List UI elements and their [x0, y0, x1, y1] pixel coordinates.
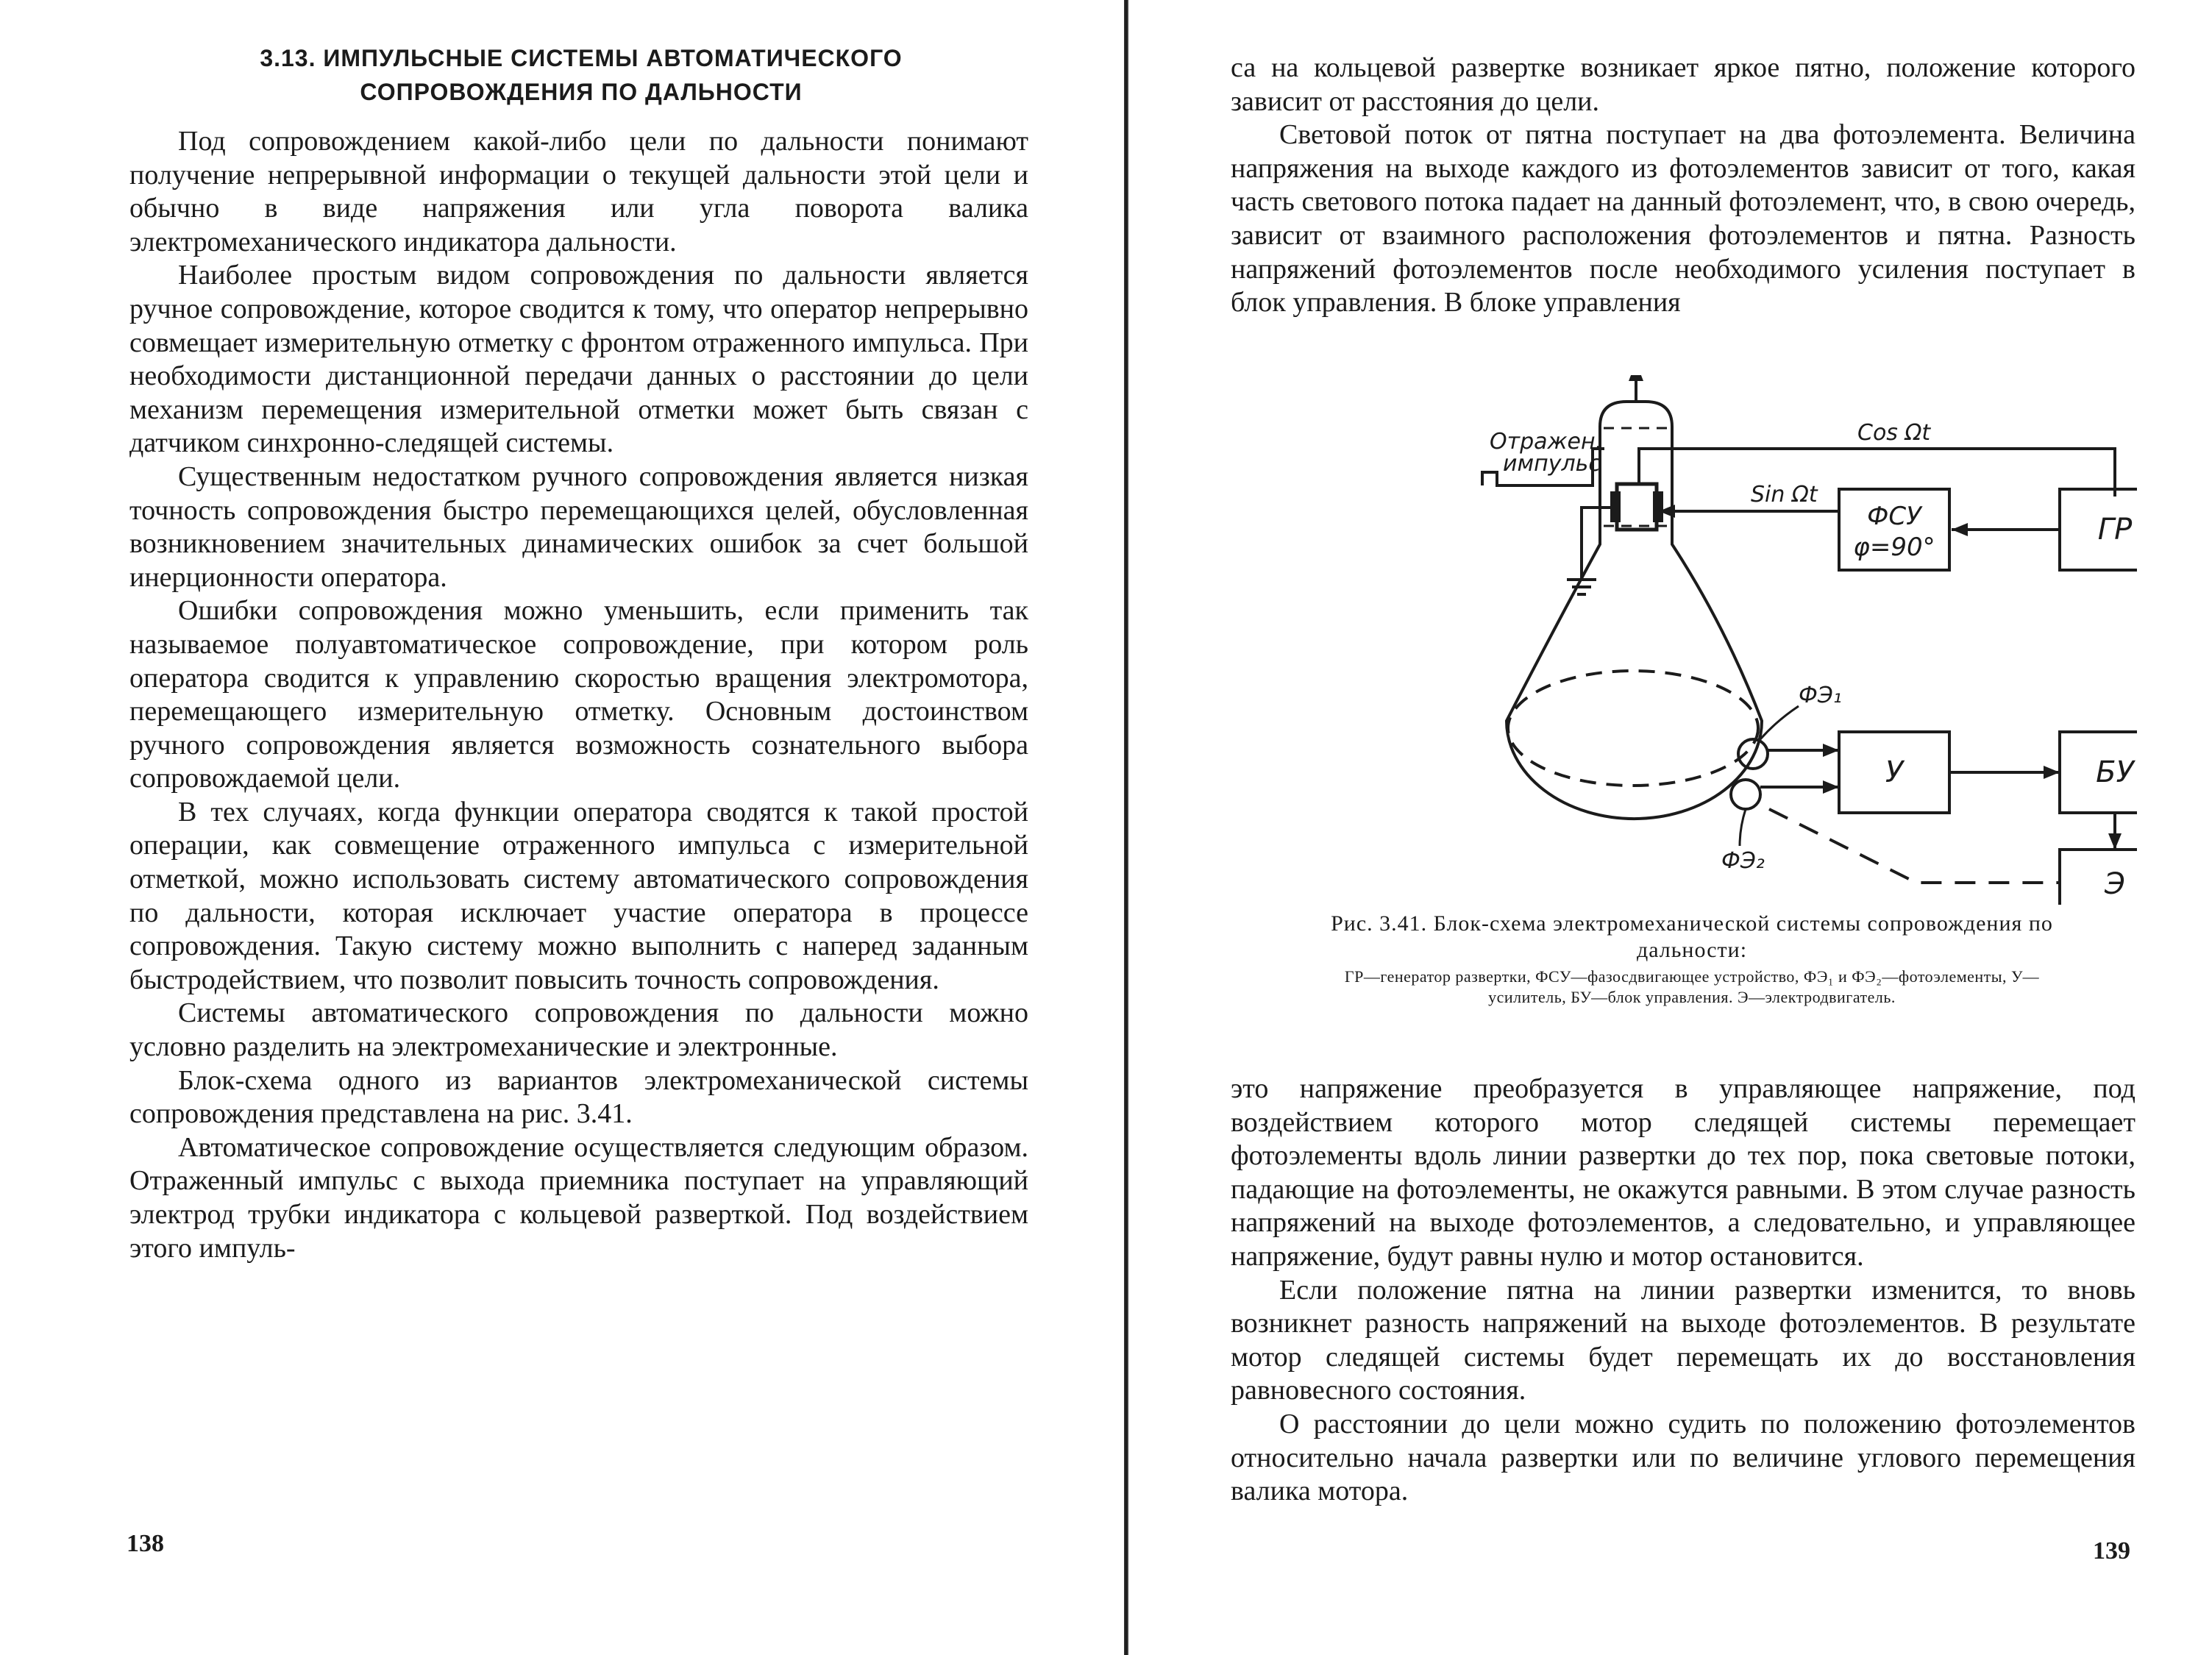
scan-ring: [1508, 671, 1758, 786]
paragraph: Световой поток от пятна поступает на два фотоэлемента. Величина напряжения на выходе каждого из фотоэлементов зависит от того, какая часть светового потока падает на данный фотоэлемент, что, в свою очередь, зависит от взаимного расположения фотоэлементов и пятна. Разность напряжений фотоэлементов после необходимого усиления поступает в блок управления. В блоке управления: [1231, 119, 2135, 318]
paragraph: В тех случаях, когда функции оператора сводятся к такой простой операции, как совмещение отраженного импульса с измерительной отметкой, можно использовать систему автоматического сопровождения по дальности, которая исключает участие оператора в процессе сопровождения. Такую систему можно выполнить с наперед заданным быстродействием, что позволит повысить точность сопровождения.: [129, 796, 1028, 995]
right-page: [1137, 0, 2212, 1655]
motor-label: Э: [2105, 867, 2125, 901]
page-number-right: 139: [2093, 1537, 2130, 1565]
paragraph: О расстоянии до цели можно судить по положению фотоэлементов относительно начала развертки или по величине углового перемещения валика мотора.: [1231, 1408, 2135, 1507]
label-sin: Sin Ωt: [1751, 482, 1818, 508]
fe1-label: ФЭ₁: [1799, 683, 1842, 708]
right-text-column-bottom: [1231, 1072, 2135, 1509]
paragraph: Системы автоматического сопровождения по дальности можно условно разделить на электромеханические и электронные.: [129, 997, 1028, 1063]
caption-title: Рис. 3.41. Блок-схема электромеханической системы сопровождения по дальности:: [1331, 911, 2053, 962]
paragraph: Блок-схема одного из вариантов электромеханической системы сопровождения представлена на рис. 3.41.: [129, 1064, 1028, 1130]
bu-label: БУ: [2096, 755, 2134, 789]
mechanical-linkage: [1769, 809, 2060, 883]
deflection-coils: [1617, 484, 1657, 530]
fsu-label-1: ФСУ: [1867, 502, 1921, 531]
block-diagram: [1343, 375, 2137, 905]
paragraph: Автоматическое сопровождение осуществляется следующим образом. Отраженный импульс с выхода приемника поступает на управляющий электрод трубки индикатора с кольцевой разверткой. Под воздействием этого импуль-: [129, 1131, 1028, 1264]
caption-legend: ГР—генератор развертки, ФСУ—фазосдвигающее устройство, ФЭ₁ и ФЭ₂—фотоэлементы, У—усилитель, БУ—блок управления. Э—электродвигатель.: [1344, 967, 2040, 1006]
paragraph: Существенным недостатком ручного сопровождения является низкая точность сопровождения быстро перемещающихся целей, обусловленная возникновением значительных динамических ошибок за счет большой инерционности оператора.: [129, 460, 1028, 593]
paragraph: са на кольцевой развертке возникает яркое пятно, положение которого зависит от расстояния до цели.: [1231, 52, 2135, 117]
fe2-label: ФЭ₂: [1721, 848, 1765, 874]
paragraph: это напряжение преобразуется в управляющее напряжение, под воздействием которого мотор следящей системы перемещает фотоэлементы вдоль линии развертки до тех пор, пока световые потоки, падающие на фотоэлементы, не окажутся равными. В этом случае разность напряжений на выходе фотоэлементов, а следовательно, и управляющее напряжение, будут равны нулю и мотор остановится.: [1231, 1073, 2135, 1272]
fsu-label-2: φ=90°: [1853, 533, 1935, 562]
amp-label: У: [1885, 755, 1904, 789]
gr-label: ГР: [2097, 513, 2133, 547]
label-cos: Cos Ωt: [1857, 420, 1931, 446]
heading-line-2: СОПРОВОЖДЕНИЯ ПО ДАЛЬНОСТИ: [360, 79, 803, 105]
heading-line-1: 3.13. ИМПУЛЬСНЫЕ СИСТЕМЫ АВТОМАТИЧЕСКОГО: [260, 45, 903, 71]
photocell-2: [1731, 780, 1760, 809]
label-reflected-1: Отражен.: [1490, 429, 1603, 455]
right-text-column-top: [1231, 51, 2135, 320]
paragraph: Ошибки сопровождения можно уменьшить, если применить так называемое полуавтоматическое сопровождение, при котором роль оператора сводится к управлению скоростью вращения электромотора, перемещающего измерительную отметку. Основным достоинством ручного сопровождения является возможность сознательного выбора сопровождаемой цели.: [129, 595, 1028, 794]
block-diagram-figure: [1343, 375, 2137, 905]
label-reflected-2: импульс: [1503, 451, 1601, 477]
paragraph: Если положение пятна на линии развертки изменится, то вновь возникнет разность напряжений на выходе фотоэлементов. В результате мотор следящей системы будет перемещать их до восстановления равновесного состояния.: [1231, 1274, 2135, 1406]
ground-symbol: [1567, 508, 1617, 594]
figure-caption: [1306, 911, 2078, 1008]
book-spine: [1124, 0, 1128, 1655]
page-number-left: 138: [127, 1530, 164, 1557]
paragraph: Под сопровождением какой-либо цели по дальности понимают получение непрерывной информации о текущей дальности этой цели и обычно в виде напряжения или угла поворота валика электромеханического индикатора дальности.: [129, 126, 1028, 257]
motor-box: [2060, 850, 2137, 905]
section-heading: [132, 41, 1030, 109]
paragraph: Наиболее простым видом сопровождения по дальности является ручное сопровождение, которое сводится к тому, что оператор непрерывно совмещает измерительную отметку с фронтом отраженного импульса. При необходимости дистанционной передачи данных о расстоянии до цели механизм перемещения измерительной отметки может быть связан с датчиком синхронно-следящей системы.: [129, 260, 1028, 459]
left-text-column: [129, 125, 1028, 1265]
